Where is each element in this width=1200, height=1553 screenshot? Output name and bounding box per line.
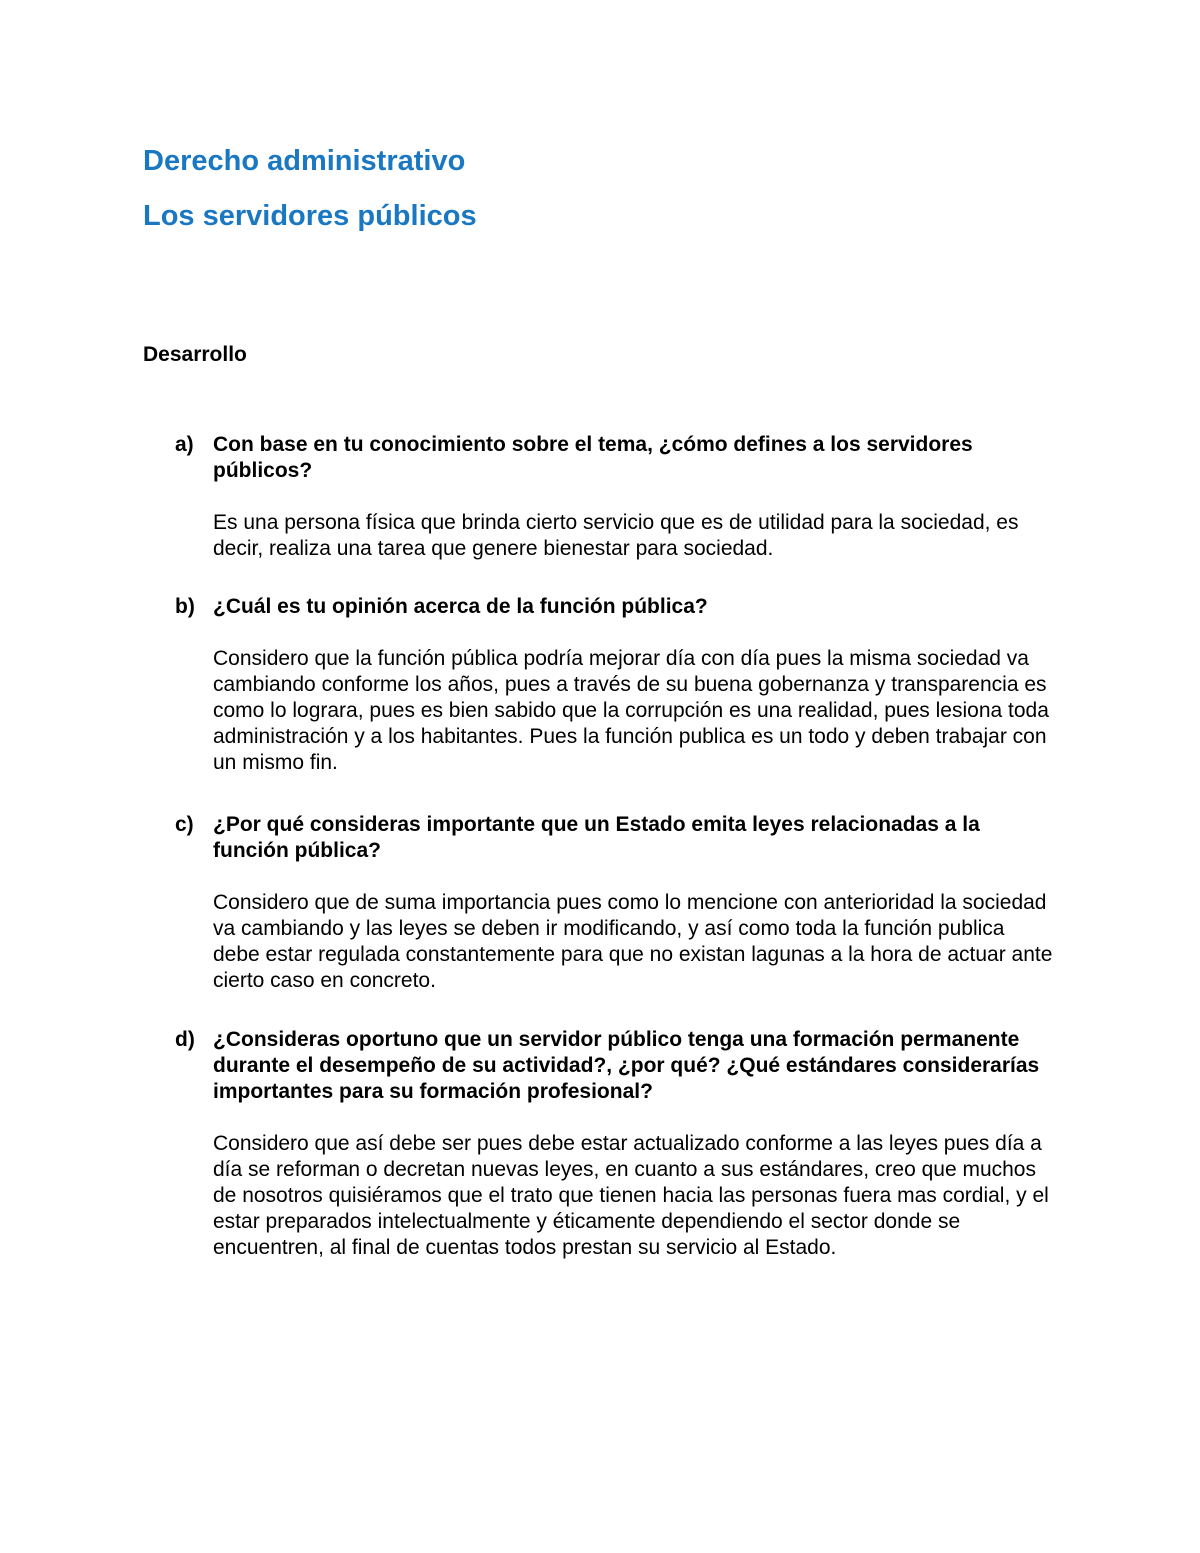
question-block-b [175,594,1055,776]
question-letter: a) [175,433,194,456]
section-heading: Desarrollo [143,343,247,366]
answer-text: Considero que de suma importancia pues como lo mencione con anterioridad la sociedad va cambiando y las leyes se deben ir modificando, y así como toda la función publica debe estar regulada constantemente para que no existan lagunas a la hora de actuar ante cierto caso en concreto. [213,891,1053,992]
question-letter: b) [175,595,195,618]
question-block-c [175,812,1055,994]
question-row [175,1027,1055,1105]
question-row [175,594,1055,620]
question-text: ¿Cuál es tu opinión acerca de la función pública? [213,595,708,618]
question-letter: c) [175,813,194,836]
question-letter: d) [175,1028,195,1051]
question-text: ¿Por qué consideras importante que un Estado emita leyes relacionadas a la función pública? [213,813,980,862]
answer-text: Considero que así debe ser pues debe estar actualizado conforme a las leyes pues día a día se reforman o decretan nuevas leyes, en cuanto a sus estándares, creo que muchos de nosotros quisiéramos que el trato que tienen hacia las personas fuera mas cordial, y el estar preparados intelectualmente y éticamente dependiendo el sector donde se encuentren, al final de cuentas todos prestan su servicio al Estado. [213,1132,1049,1259]
question-block-a [175,432,1055,562]
document-title: Derecho administrativo [143,145,466,177]
answer-text: Es una persona física que brinda cierto servicio que es de utilidad para la sociedad, es decir, realiza una tarea que genere bienestar para sociedad. [213,511,1019,560]
question-row [175,432,1055,484]
question-text: ¿Consideras oportuno que un servidor público tenga una formación permanente durante el desempeño de su actividad?, ¿por qué? ¿Qué estándares considerarías importantes para su formación profesional? [213,1028,1040,1103]
question-block-d [175,1027,1055,1261]
question-text: Con base en tu conocimiento sobre el tema, ¿cómo defines a los servidores públicos? [213,433,973,482]
question-row [175,812,1055,864]
document-subtitle: Los servidores públicos [143,200,477,232]
answer-text: Considero que la función pública podría mejorar día con día pues la misma sociedad va cambiando conforme los años, pues a través de su buena gobernanza y transparencia es como lo lograra, pues es bien sabido que la corrupción es una realidad, pues lesiona toda administración y a los habitantes. Pues la función publica es un todo y deben trabajar con un mismo fin. [213,647,1049,774]
